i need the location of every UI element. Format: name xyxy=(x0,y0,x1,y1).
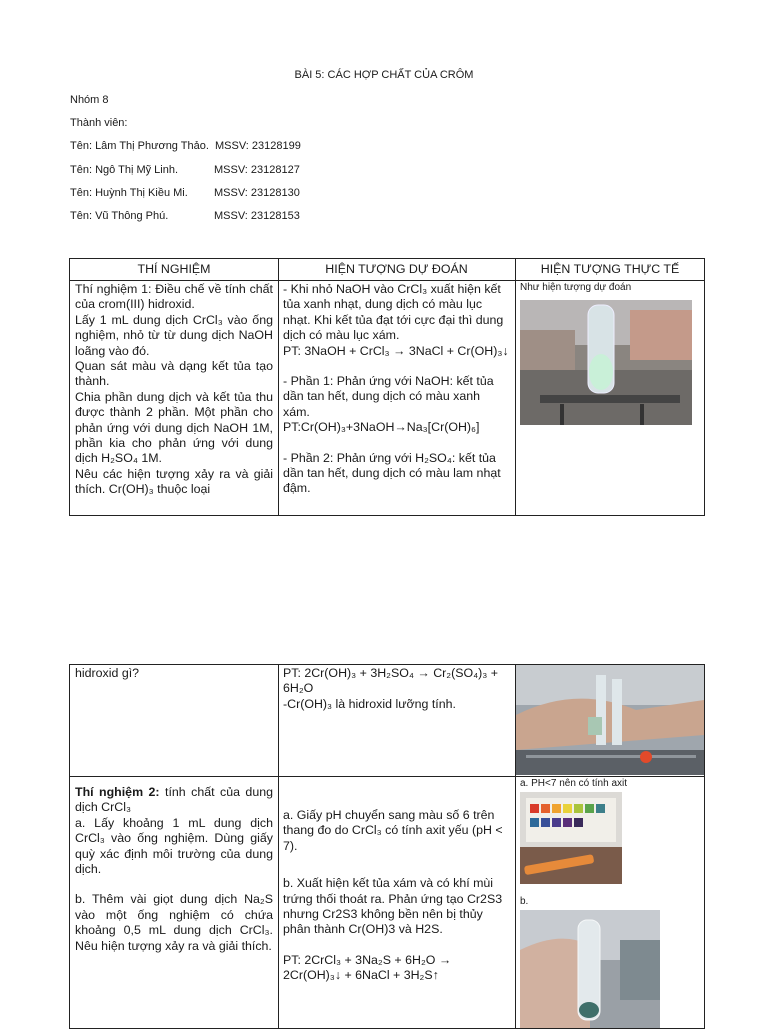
equation: PT: 3NaOH + CrCl₃ → 3NaCl + Cr(OH)₃↓ xyxy=(283,343,509,358)
exp1-step: Nêu các hiện tượng xảy ra và giải thích. Cr(OH)₃ thuộc loại xyxy=(75,466,273,497)
table-header-row xyxy=(70,259,705,281)
experiment-cell xyxy=(70,281,279,516)
prediction-text: - Phần 2: Phản ứng với H₂SO₄: kết tủa dần tan hết, dung dịch có màu lam nhạt đậm. xyxy=(283,450,501,496)
actual-cell xyxy=(516,665,705,777)
predicted-cell xyxy=(279,665,516,777)
experiment-table xyxy=(69,258,705,516)
exp1-step: Chia phần dung dịch và kết tủa thu được thành 2 phần. Một phần cho phản ứng với dung dịch NaOH 1M, phần kia cho phản ứng với dung dịch H₂SO₄ 1M. xyxy=(75,389,273,466)
prediction-text: - Phần 1: Phản ứng với NaOH: kết tủa dần tan hết, dung dịch có màu xanh xám. xyxy=(283,374,494,419)
actual-text-a: a. PH<7 nên có tính axit xyxy=(520,778,628,789)
member-mssv: MSSV: 23128130 xyxy=(214,187,300,199)
actual-text: Như hiện tượng dự đoán xyxy=(520,282,632,293)
member-name: Tên: Lâm Thị Phương Thảo. xyxy=(70,140,209,152)
member-name: Tên: Vũ Thông Phú. xyxy=(70,210,169,222)
test-tube-photo xyxy=(520,300,692,425)
equation: PT:Cr(OH)₃+3NaOH→Na₃[Cr(OH)₆] xyxy=(283,420,480,435)
group-label: Nhóm 8 xyxy=(70,94,109,106)
exp1-step: hidroxid gì? xyxy=(75,666,140,680)
exp1-step: Quan sát màu và dạng kết tủa tạo thành. xyxy=(75,359,273,389)
member-row xyxy=(70,140,301,152)
header-experiment: THÍ NGHIỆM xyxy=(70,259,279,281)
member-mssv: MSSV: 23128127 xyxy=(214,164,300,176)
member-mssv: MSSV: 23128199 xyxy=(215,140,301,152)
members-label: Thành viên: xyxy=(70,117,128,129)
predicted-cell xyxy=(279,281,516,516)
member-name: Tên: Ngô Thị Mỹ Linh. xyxy=(70,164,179,176)
exp1-title: Thí nghiệm 1: Điều chế về tính chất của crom(III) hidroxid. xyxy=(75,282,273,312)
header-predicted: HIỆN TƯỢNG DỰ ĐOÁN xyxy=(279,259,516,281)
predicted-cell xyxy=(279,777,516,1029)
exp2-step-b: b. Thêm vài giọt dung dịch Na₂S vào một ống nghiệm có chứa khoảng 0,5 mL dung dịch CrCl₃. Nêu hiện tượng xảy ra và giải thích. xyxy=(75,892,273,953)
experiment-cell xyxy=(70,777,279,1029)
prediction-b: b. Xuất hiện kết tủa xám và có khí mùi trứng thối thoát ra. Phản ứng tạo Cr2S3 nhưng Cr2S3 không bền nên bị thủy phân thành Cr(OH)3 và H2S. xyxy=(283,876,503,937)
member-row xyxy=(70,210,300,222)
experiment-table-continued xyxy=(69,664,705,1029)
exp2-title xyxy=(75,785,273,816)
actual-cell xyxy=(516,777,705,1029)
ph-paper-photo xyxy=(520,792,622,884)
member-name: Tên: Huỳnh Thị Kiều Mi. xyxy=(70,187,188,199)
test-tube-b-photo xyxy=(520,910,660,1028)
prediction-text: -Cr(OH)₃ là hidroxid lưỡng tính. xyxy=(283,696,456,711)
prediction-text: - Khi nhỏ NaOH vào CrCl₃ xuất hiện kết tủa xanh nhạt, dung dịch có màu lục nhạt. Khi kết tủa đạt tới cực đại thì dung dịch có màu lục xám. xyxy=(283,282,504,343)
document-title: BÀI 5: CÁC HỢP CHẤT CỦA CRÔM xyxy=(294,69,474,81)
member-row xyxy=(70,187,300,199)
actual-cell xyxy=(516,281,705,516)
prediction-a: a. Giấy pH chuyển sang màu số 6 trên thang đo do CrCl₃ có tính axit yếu (pH < 7). xyxy=(283,808,503,853)
header-actual: HIỆN TƯỢNG THỰC TẾ xyxy=(516,259,705,281)
equation: PT: 2Cr(OH)₃ + 3H₂SO₄ → Cr₂(SO₄)₃ + 6H₂O xyxy=(283,666,499,696)
exp2-title-label: Thí nghiệm 2: xyxy=(75,785,160,799)
table-row xyxy=(70,665,705,777)
experiment-cell xyxy=(70,665,279,777)
member-row xyxy=(70,164,300,176)
exp2-step-a: a. Lấy khoảng 1 mL dung dịch CrCl₃ vào ống nghiệm. Dùng giấy quỳ xác định môi trường của dung dịch. xyxy=(75,815,273,877)
actual-text-b: b. xyxy=(520,896,529,907)
table-row xyxy=(70,777,705,1029)
equation: PT: 2CrCl₃ + 3Na₂S + 6H₂O → 2Cr(OH)₃↓ + 6NaCl + 3H₂S↑ xyxy=(283,952,452,983)
table-row xyxy=(70,281,705,516)
exp1-step: Lấy 1 mL dung dịch CrCl₃ vào ống nghiệm, nhỏ từ từ dung dịch NaOH loãng vào đó. xyxy=(75,312,273,358)
hands-test-tube-photo xyxy=(516,665,704,775)
member-mssv: MSSV: 23128153 xyxy=(214,210,300,222)
exp2-title-text: tính chất của dung dịch CrCl₃ xyxy=(75,785,273,815)
